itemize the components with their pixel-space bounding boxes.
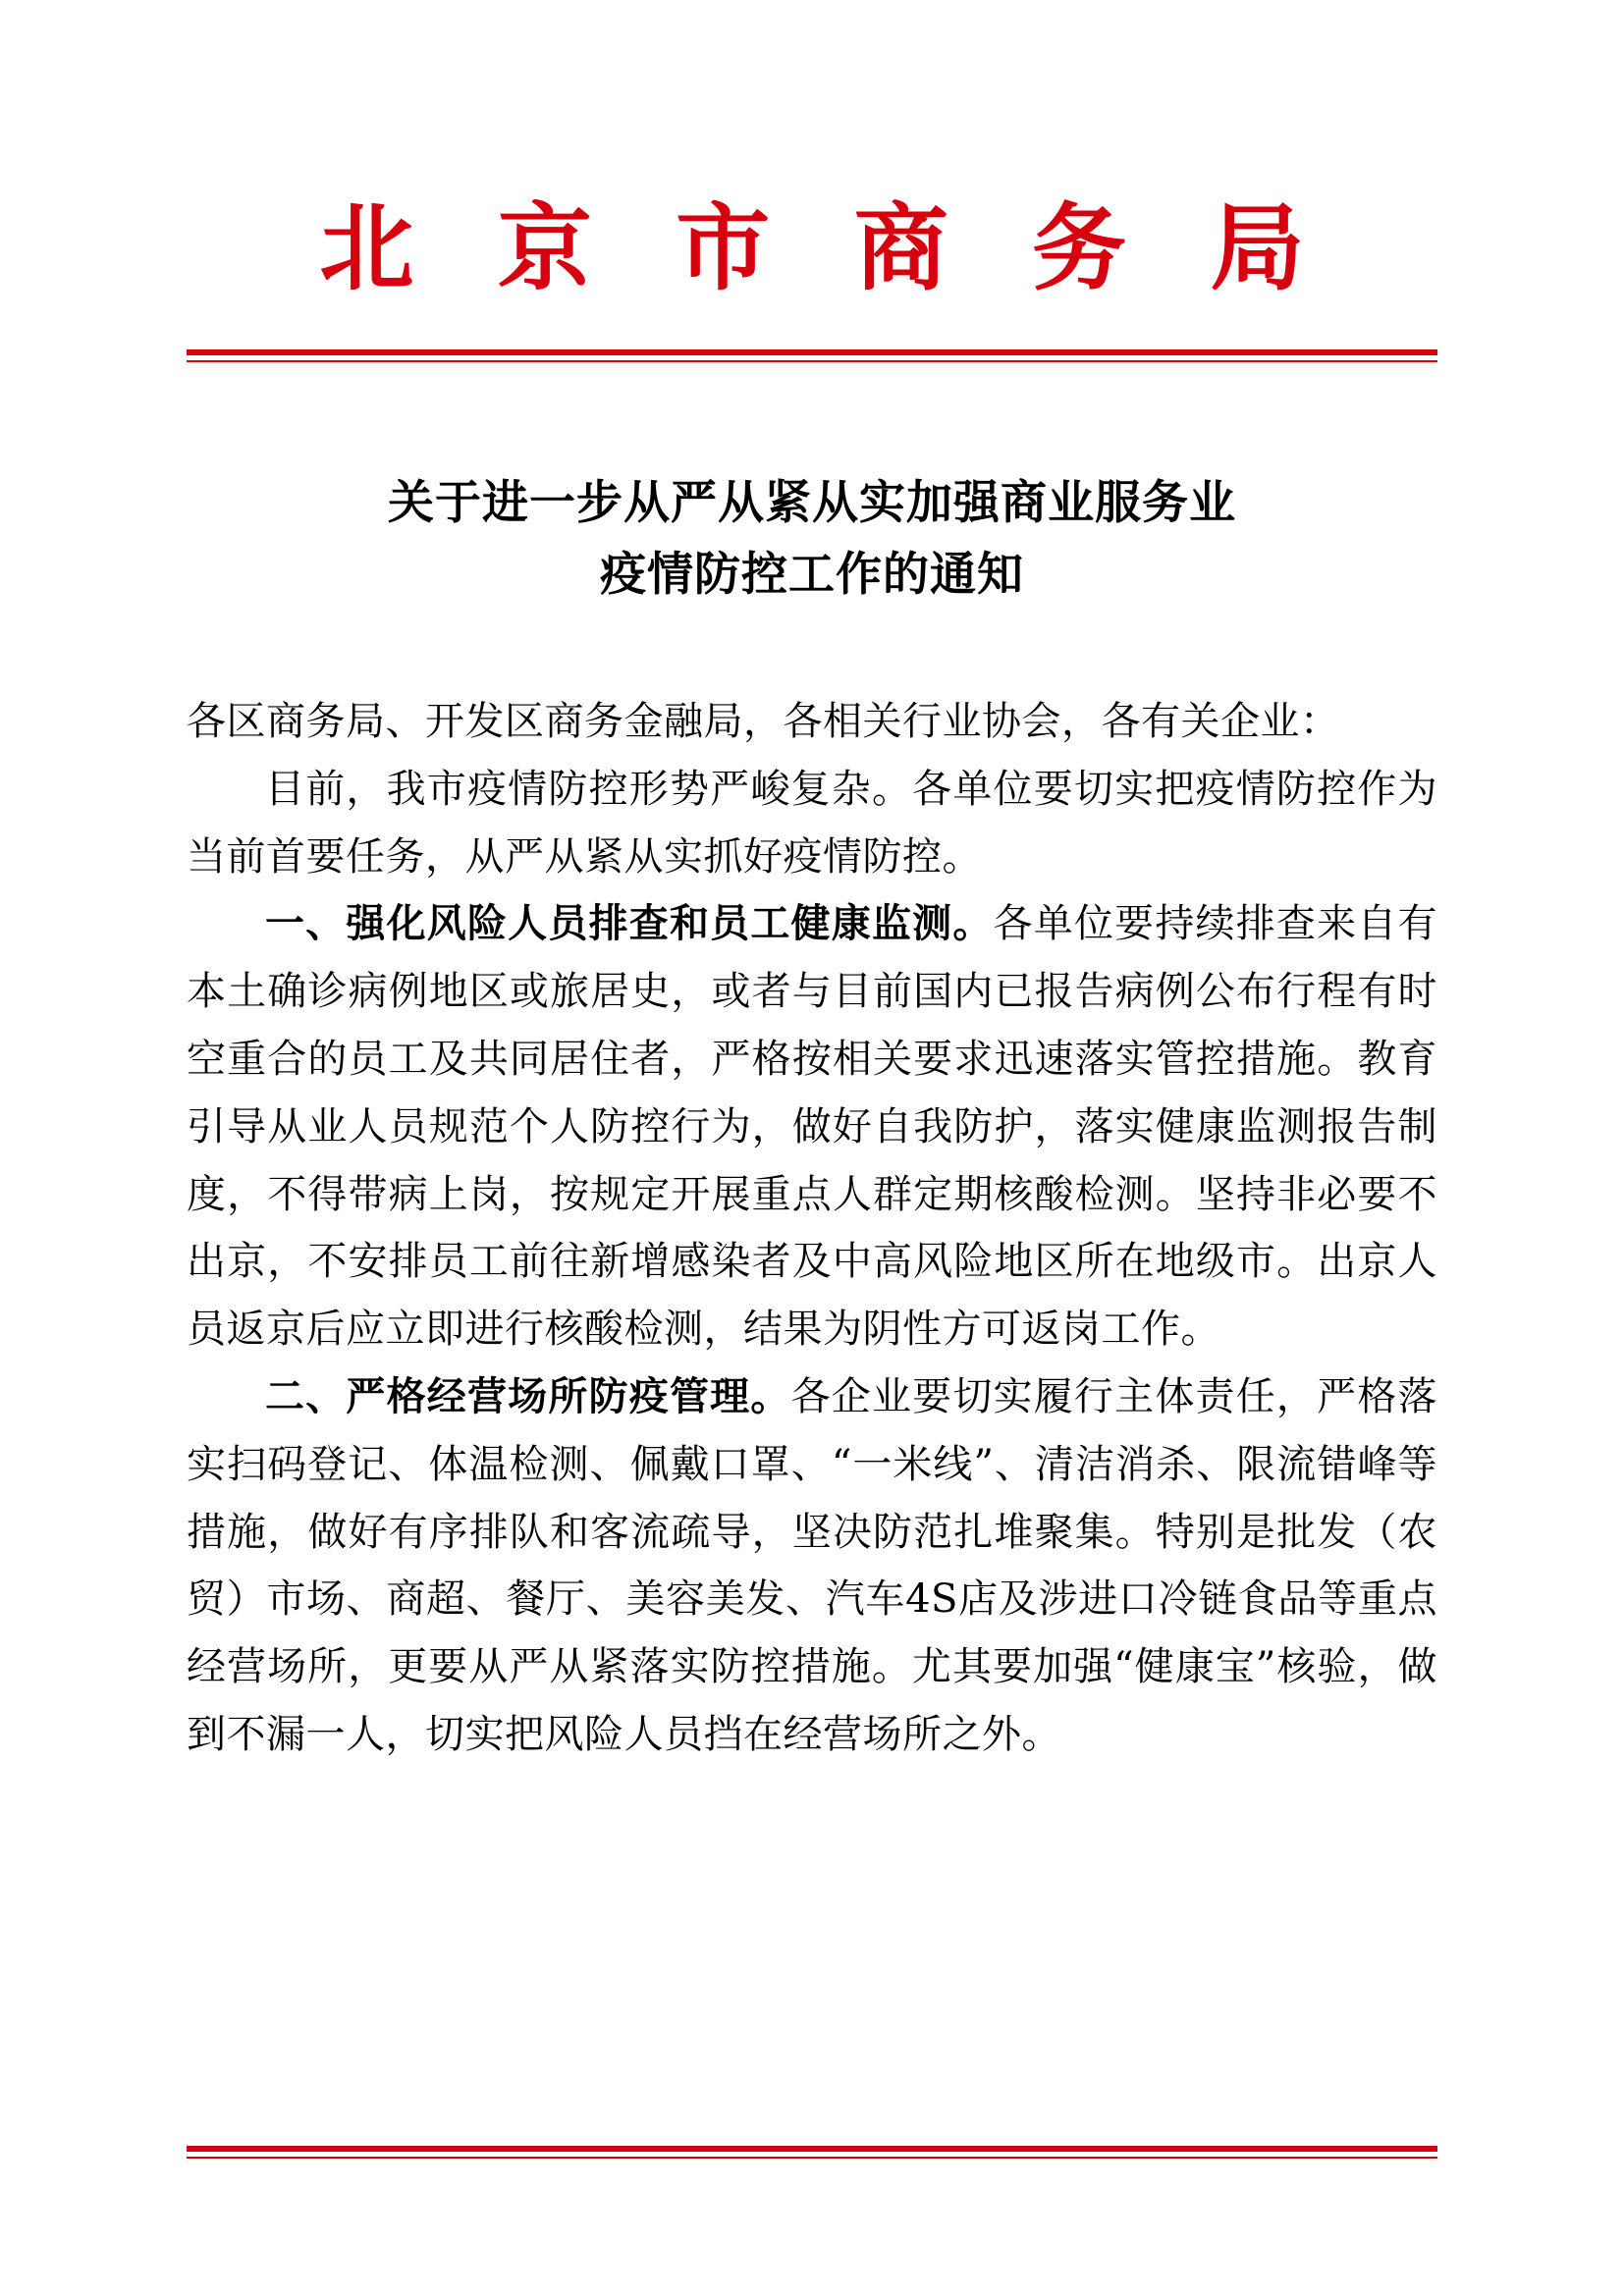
page-title-line-1: 关于进一步从严从紧从实加强商业服务业 — [388, 476, 1236, 531]
issuing-organization: 北 京 市 商 务 局 — [319, 192, 1330, 303]
paragraph-intro-text: 目前，我市疫情防控形势严峻复杂。各单位要切实把疫情防控作为当前首要任务，从严从紧从实抓好疫情防控。 — [187, 766, 1437, 880]
footer-divider-thin-line — [187, 2157, 1437, 2159]
recipients-line: 各区商务局、开发区商务金融局，各相关行业协会，各有关企业： — [187, 699, 1340, 745]
page-title — [187, 468, 1437, 612]
header-divider — [187, 349, 1437, 362]
page-title-line-2: 疫情防控工作的通知 — [600, 548, 1024, 603]
paragraph-section-1 — [187, 890, 1437, 1363]
paragraph-section-2-text: 各企业要切实履行主体责任，严格落实扫码登记、体温检测、佩戴口罩、“一米线”、清洁消杀、限流错峰等措施，做好有序排队和客流疏导，坚决防范扎堆聚集。特别是批发（农贸）市场、商超、餐厅、美容美发、汽车4S店及涉进口冷链食品等重点经营场所，更要从严从紧落实防控措施。尤其要加强“健康宝”核验，做到不漏一人，切实把风险人员挡在经营场所之外。 — [187, 1374, 1438, 1758]
header-divider-thin-line — [187, 360, 1437, 362]
paragraph-section-2 — [187, 1363, 1437, 1769]
paragraph-intro — [187, 756, 1437, 891]
header-divider-thick-line — [187, 349, 1437, 355]
footer-divider-thick-line — [187, 2146, 1437, 2152]
paragraph-section-1-text: 各单位要持续排查来自有本土确诊病例地区或旅居史，或者与目前国内已报告病例公布行程有时空重合的员工及共同居住者，严格按相关要求迅速落实管控措施。教育引导从业人员规范个人防控行为，做好自我防护，落实健康监测报告制度，不得带病上岗，按规定开展重点人群定期核酸检测。坚持非必要不出京，不安排员工前往新增感染者及中高风险地区所在地级市。出京人员返京后应立即进行核酸检测，结果为阴性方可返岗工作。 — [187, 901, 1438, 1353]
paragraph-section-2-lead: 二、严格经营场所防疫管理。 — [265, 1373, 791, 1420]
letterhead — [187, 0, 1437, 302]
paragraph-section-1-lead: 一、强化风险人员排查和员工健康监测。 — [265, 900, 994, 947]
document-body — [187, 688, 1437, 1769]
footer-divider — [187, 2146, 1437, 2159]
